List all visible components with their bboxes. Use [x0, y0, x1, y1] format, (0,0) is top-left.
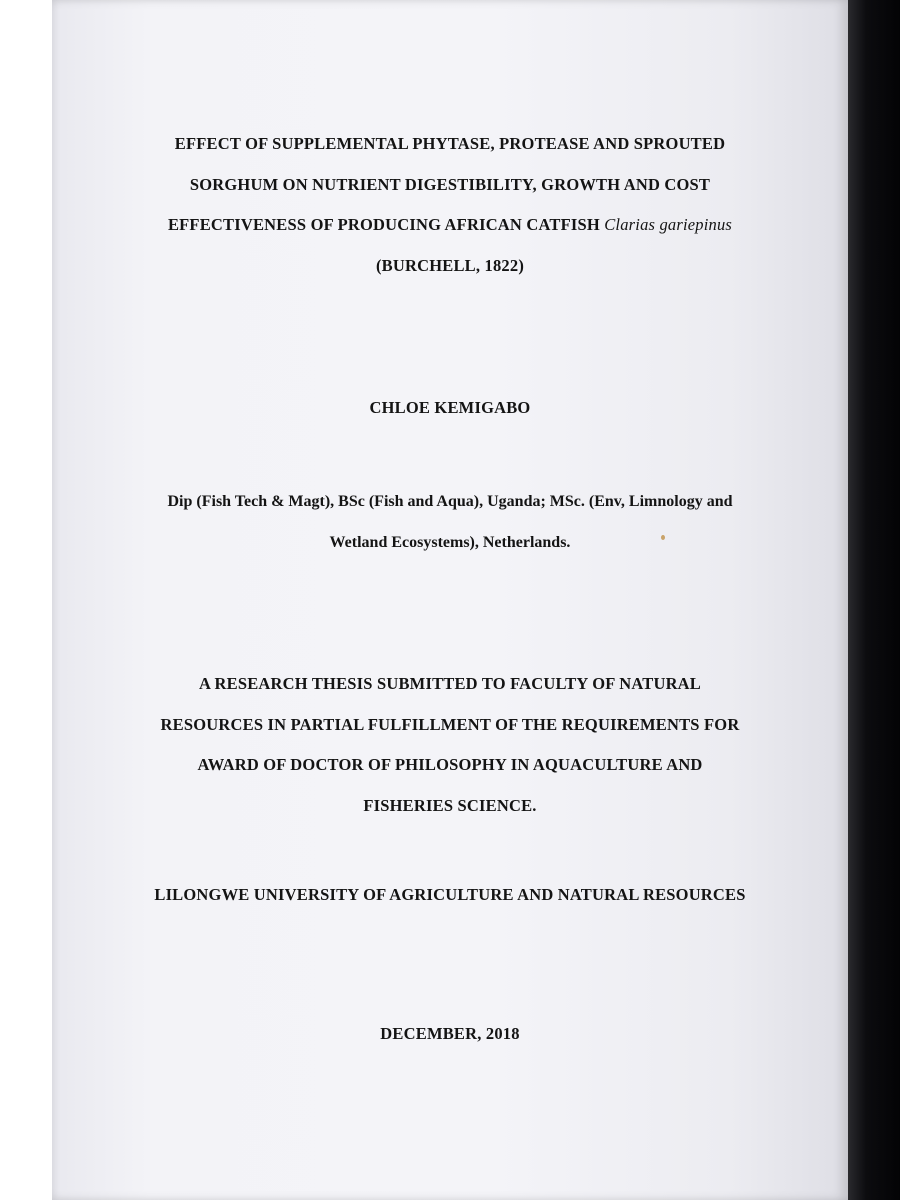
submission-line-2: RESOURCES IN PARTIAL FULFILLMENT OF THE REQUIREMENTS FOR — [160, 714, 740, 734]
species-name: Clarias gariepinus — [604, 215, 733, 234]
author-name-text: CHLOE KEMIGABO — [369, 398, 531, 417]
submission-line-4: FISHERIES SCIENCE. — [363, 795, 537, 815]
qualifications-line-1: Dip (Fish Tech & Magt), BSc (Fish and Aqua), Uganda; MSc. (Env, Limnology and — [167, 493, 733, 510]
institution-name — [52, 875, 848, 916]
submission-line-3: AWARD OF DOCTOR OF PHILOSOPHY IN AQUACULTURE AND — [197, 755, 703, 774]
title-line-3-text: EFFECTIVENESS OF PRODUCING AFRICAN CATFISH — [167, 215, 600, 234]
thesis-title — [52, 124, 848, 286]
submission-line-1: A RESEARCH THESIS SUBMITTED TO FACULTY OF NATURAL — [198, 674, 702, 693]
title-page — [52, 0, 848, 1200]
qualifications-line-2: Wetland Ecosystems), Netherlands. — [329, 533, 571, 551]
paper-speck — [661, 535, 665, 540]
title-line-3 — [52, 205, 848, 246]
title-line-1: EFFECT OF SUPPLEMENTAL PHYTASE, PROTEASE AND SPROUTED — [174, 134, 726, 153]
author-qualifications — [52, 482, 848, 563]
title-line-4: (BURCHELL, 1822) — [375, 255, 525, 275]
institution-text: LILONGWE UNIVERSITY OF AGRICULTURE AND NATURAL RESOURCES — [154, 885, 746, 904]
submission-statement — [52, 664, 848, 826]
author-name — [52, 388, 848, 429]
scanner-edge-shadow — [848, 0, 900, 1200]
date-text: DECEMBER, 2018 — [380, 1024, 520, 1043]
submission-date — [52, 1014, 848, 1055]
title-line-2: SORGHUM ON NUTRIENT DIGESTIBILITY, GROWTH AND COST — [189, 174, 711, 194]
